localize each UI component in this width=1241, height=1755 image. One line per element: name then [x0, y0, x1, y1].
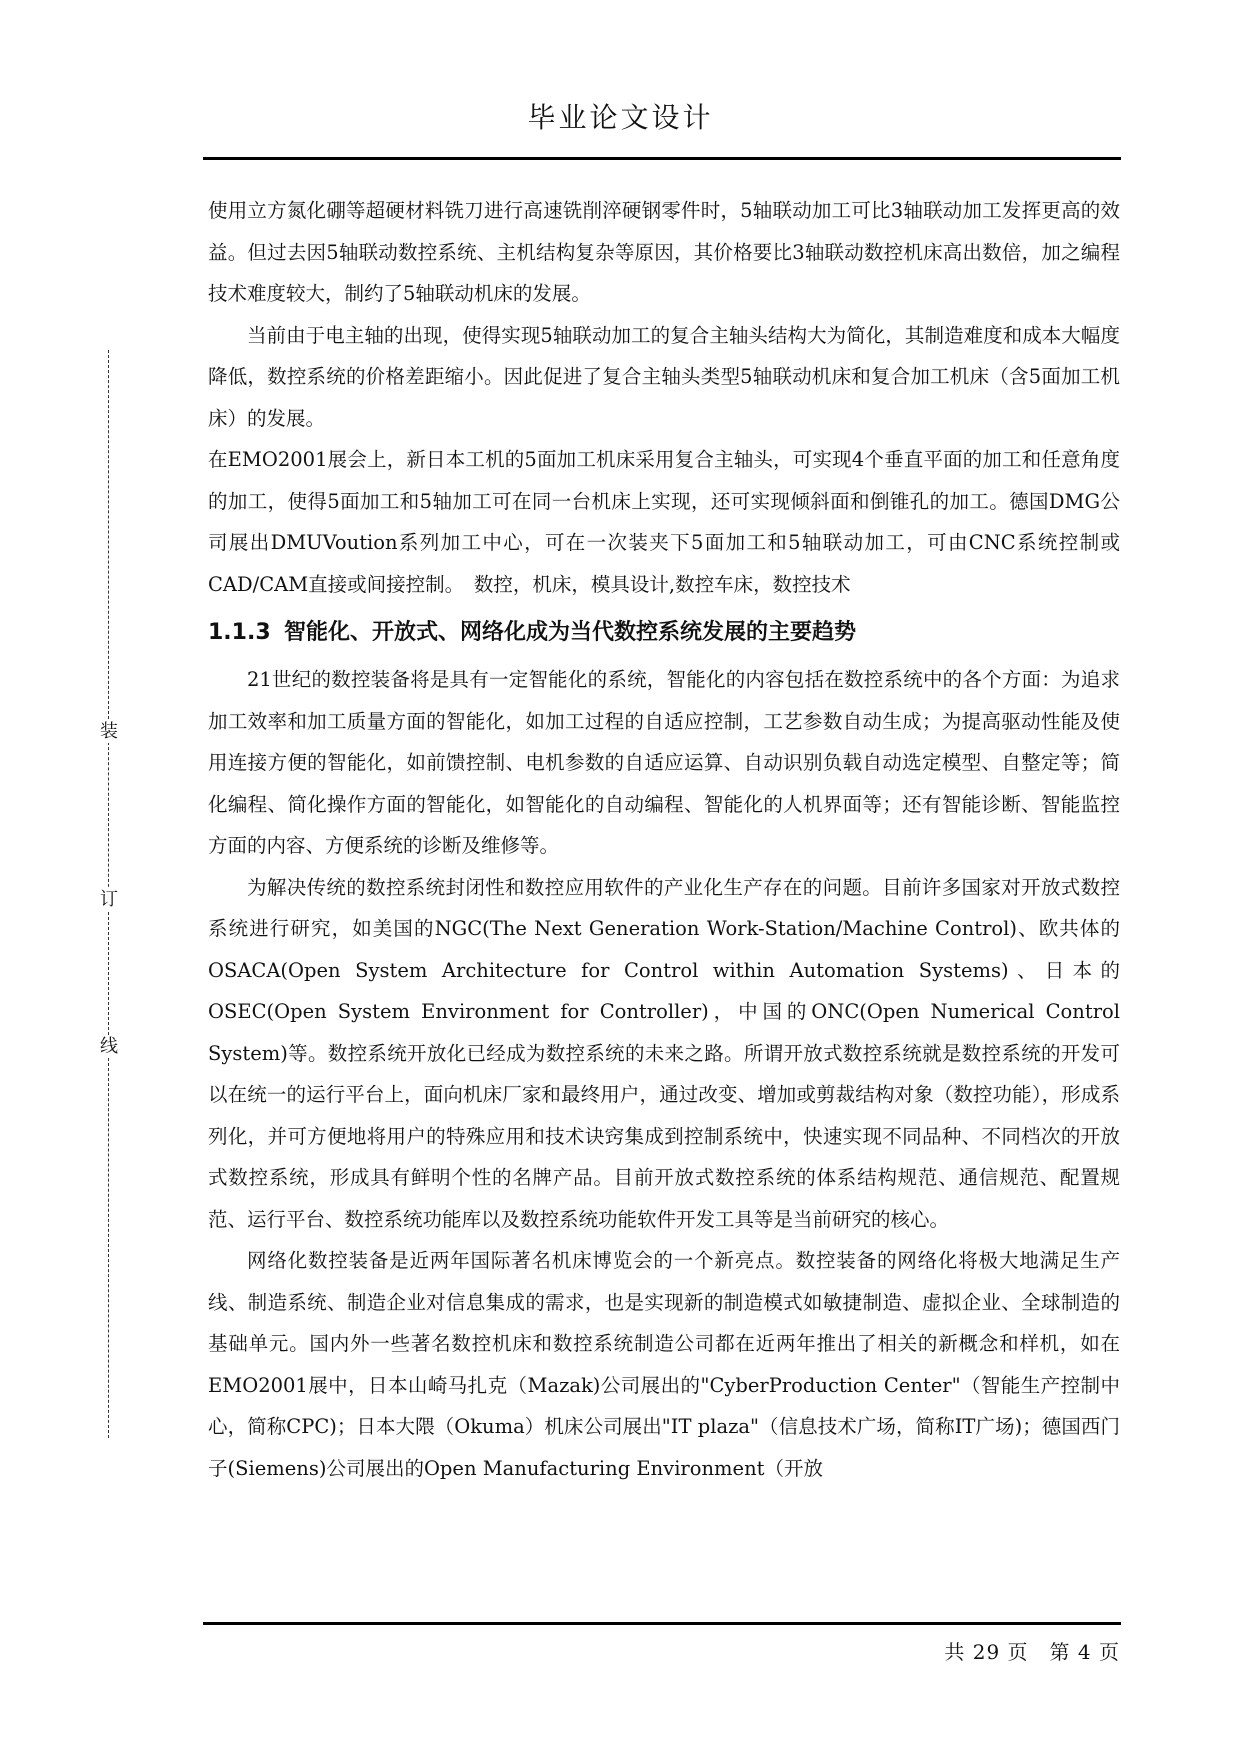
binding-char-ding: 订 [100, 889, 118, 910]
paragraph: 21世纪的数控装备将是具有一定智能化的系统，智能化的内容包括在数控系统中的各个方面：为追求加工效率和加工质量方面的智能化，如加工过程的自适应控制，工艺参数自动生成；为提高驱动性能及使用连接方便的智能化，如前馈控制、电机参数的自适应运算、自动识别负载自动选定模型、自整定等；简化编程、简化操作方面的智能化，如智能化的自动编程、智能化的人机界面等；还有智能诊断、智能监控方面的内容、方便系统的诊断及维修等。 [208, 668, 1120, 857]
paragraph: 在EMO2001展会上，新日本工机的5面加工机床采用复合主轴头，可实现4个垂直平面的加工和任意角度的加工，使得5面加工和5轴加工可在同一台机床上实现，还可实现倾斜面和倒锥孔的加工。德国DMG公司展出DMUVoution系列加工中心，可在一次装夹下5面加工和5轴联动加工，可由CNC系统控制或CAD/CAM直接或间接控制。 数控，机床，模具设计,数控车床，数控技术 [208, 448, 1120, 596]
page-number-footer: 共 29 页 第 4 页 [944, 1640, 1120, 1664]
section-number: 1.1.3 [208, 620, 271, 645]
paragraph: 为解决传统的数控系统封闭性和数控应用软件的产业化生产存在的问题。目前许多国家对开放式数控系统进行研究，如美国的NGC(The Next Generation Work-Station/Machine Control)、欧共体的OSACA(Open System Architecture for Control within Automation Systems)、日本的OSEC(Open System Environment for Controller)，中国的ONC(Open Numerical Control System)等。数控系统开放化已经成为数控系统的未来之路。所谓开放式数控系统就是数控系统的开发可以在统一的运行平台上，面向机床厂家和最终用户，通过改变、增加或剪裁结构对象（数控功能），形成系列化，并可方便地将用户的特殊应用和技术诀窍集成到控制系统中，快速实现不同品种、不同档次的开放式数控系统，形成具有鲜明个性的名牌产品。目前开放式数控系统的体系结构规范、通信规范、配置规范、运行平台、数控系统功能库以及数控系统功能软件开发工具等是当前研究的核心。 [208, 875, 1120, 1231]
paragraph: 当前由于电主轴的出现，使得实现5轴联动加工的复合主轴头结构大为简化，其制造难度和成本大幅度降低，数控系统的价格差距缩小。因此促进了复合主轴头类型5轴联动机床和复合加工机床（含5面加工机床）的发展。 [208, 323, 1120, 430]
binding-dashed-line-middle2 [108, 912, 109, 1040]
binding-dashed-line-middle1 [108, 742, 109, 892]
section-heading [208, 611, 1120, 655]
binding-char-xian: 线 [100, 1036, 118, 1057]
binding-char-zhuang: 装 [100, 721, 118, 742]
header-rule [203, 157, 1121, 160]
page-header-title: 毕业论文设计 [527, 101, 714, 134]
section-title: 智能化、开放式、网络化成为当代数控系统发展的主要趋势 [284, 620, 857, 645]
binding-dashed-line-bottom [108, 1058, 109, 1438]
paragraph: 使用立方氮化硼等超硬材料铣刀进行高速铣削淬硬钢零件时，5轴联动加工可比3轴联动加工发挥更高的效益。但过去因5轴联动数控系统、主机结构复杂等原因，其价格要比3轴联动数控机床高出数倍，加之编程技术难度较大，制约了5轴联动机床的发展。 [208, 199, 1120, 305]
paragraph: 网络化数控装备是近两年国际著名机床博览会的一个新亮点。数控装备的网络化将极大地满足生产线、制造系统、制造企业对信息集成的需求，也是实现新的制造模式如敏捷制造、虚拟企业、全球制造的基础单元。国内外一些著名数控机床和数控系统制造公司都在近两年推出了相关的新概念和样机，如在EMO2001展中，日本山崎马扎克（Mazak)公司展出的"CyberProduction Center"（智能生产控制中心，简称CPC)；日本大隈（Okuma）机床公司展出"IT plaza"（信息技术广场，简称IT广场)；德国西门子(Siemens)公司展出的Open Manufacturing Environment（开放 [208, 1249, 1120, 1480]
document-body [208, 190, 1120, 1489]
binding-dashed-line-top [108, 350, 109, 724]
footer-rule [203, 1622, 1121, 1625]
